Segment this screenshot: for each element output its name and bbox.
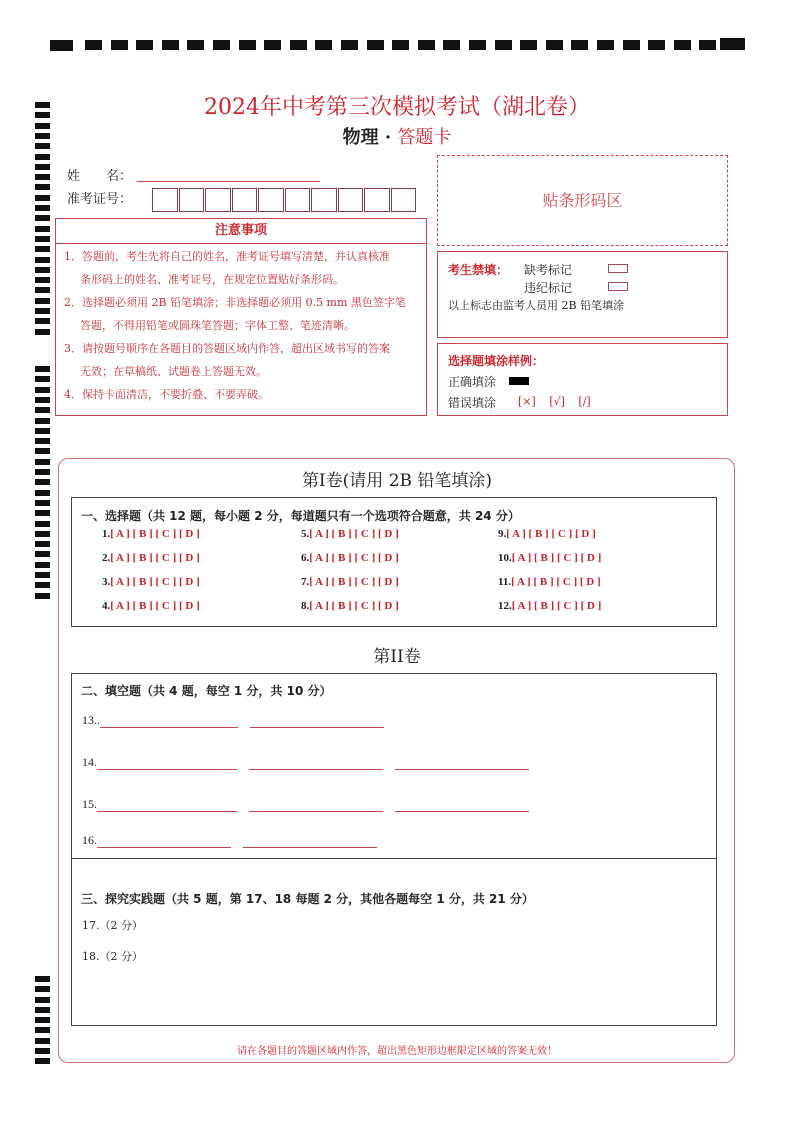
timing-mark xyxy=(35,329,50,335)
part2-title: 第II卷 xyxy=(373,647,421,667)
sample-label: 选择题填涂样例： xyxy=(448,354,545,368)
timing-mark xyxy=(35,154,50,160)
card-label: 答题卡 xyxy=(397,127,452,148)
timing-mark xyxy=(187,40,204,50)
timing-mark xyxy=(35,521,50,527)
name-input[interactable] xyxy=(137,181,320,182)
answer-blank[interactable] xyxy=(97,757,237,770)
answer-options: [ A ] [ B ] [ C ] [ D ] xyxy=(309,600,399,612)
choice-question-1[interactable]: 1.[ A ] [ B ] [ C ] [ D ] xyxy=(102,528,200,540)
footer-warning: 请在各题目的答题区域内作答，超出黑色矩形边框限定区域的答案无效！ xyxy=(237,1046,557,1057)
timing-mark xyxy=(35,226,50,232)
timing-mark xyxy=(35,376,50,382)
timing-mark xyxy=(239,40,256,50)
timing-mark xyxy=(418,40,435,50)
timing-mark xyxy=(35,1017,50,1023)
timing-mark xyxy=(597,40,614,50)
answer-options: [ A ] [ B ] [ C ] [ D ] xyxy=(511,552,602,564)
question-13: 13.. xyxy=(82,713,396,728)
note-item: 2．选择题必须用 2B 铅笔填涂；非选择题必须用 0.5 mm 黑色签字笔 xyxy=(64,296,406,309)
notes-box xyxy=(55,218,427,416)
timing-mark xyxy=(35,308,50,314)
timing-mark xyxy=(35,174,50,180)
timing-mark xyxy=(35,246,50,252)
id-digit-box[interactable] xyxy=(152,188,178,212)
absent-checkbox[interactable] xyxy=(608,264,628,273)
answer-blank[interactable] xyxy=(100,715,238,728)
answer-blank[interactable] xyxy=(249,799,383,812)
subtitle xyxy=(0,123,794,149)
choice-question-3[interactable]: 3.[ A ] [ B ] [ C ] [ D ] xyxy=(102,576,200,588)
timing-mark xyxy=(546,40,563,50)
answer-options: [ A ] [ B ] [ C ] [ D ] xyxy=(110,552,200,564)
timing-mark xyxy=(35,1027,50,1033)
id-digit-box[interactable] xyxy=(364,188,390,212)
wrong-marks: [×] [√] [/] xyxy=(518,395,591,408)
choice-question-4[interactable]: 4.[ A ] [ B ] [ C ] [ D ] xyxy=(102,600,200,612)
timing-mark xyxy=(35,459,50,465)
timing-mark xyxy=(85,40,102,50)
choice-question-7[interactable]: 7.[ A ] [ B ] [ C ] [ D ] xyxy=(301,576,399,588)
id-label: 准考证号： xyxy=(67,192,133,207)
id-digit-box[interactable] xyxy=(338,188,364,212)
question-17: 17.（2 分） xyxy=(82,919,143,932)
choice-question-10[interactable]: 10.[ A ] [ B ] [ C ] [ D ] xyxy=(498,552,602,564)
note-item: 答题，不得用铅笔或圆珠笔答题；字体工整、笔迹清晰。 xyxy=(80,319,355,332)
timing-mark xyxy=(674,40,691,50)
filled-mark xyxy=(509,377,529,385)
question-18: 18.（2 分） xyxy=(82,950,143,963)
timing-mark xyxy=(35,418,50,424)
timing-mark xyxy=(35,164,50,170)
timing-mark xyxy=(495,40,512,50)
timing-mark xyxy=(367,40,384,50)
forbidden-box xyxy=(437,251,728,338)
timing-mark xyxy=(341,40,358,50)
timing-mark xyxy=(35,407,50,413)
part1-title: 第Ⅰ卷(请用 2B 铅笔填涂) xyxy=(301,471,493,491)
choice-section-title: 一、选择题（共 12 题，每小题 2 分，每道题只有一个选项符合题意，共 24 分） xyxy=(81,509,520,523)
answer-blank[interactable] xyxy=(250,715,384,728)
note-item: 条形码上的姓名、准考证号，在规定位置贴好条形码。 xyxy=(80,273,344,286)
answer-blank[interactable] xyxy=(243,835,377,848)
timing-mark xyxy=(35,562,50,568)
timing-mark xyxy=(35,572,50,578)
answer-blank[interactable] xyxy=(395,757,529,770)
forbidden-label: 考生禁填： xyxy=(448,263,509,277)
timing-mark xyxy=(720,38,745,50)
name-label: 姓 名： xyxy=(67,169,133,184)
timing-mark xyxy=(392,40,409,50)
subject: 物理 · xyxy=(342,127,398,148)
timing-mark xyxy=(35,236,50,242)
notes-header: 注意事项 xyxy=(56,219,426,244)
id-digit-box[interactable] xyxy=(258,188,284,212)
answer-options: [ A ] [ B ] [ C ] [ D ] xyxy=(110,600,200,612)
explore-box[interactable] xyxy=(71,858,717,1026)
timing-mark xyxy=(35,387,50,393)
timing-mark xyxy=(35,997,50,1003)
fill-section-title: 二、填空题（共 4 题，每空 1 分，共 10 分） xyxy=(81,684,332,698)
answer-options: [ A ] [ B ] [ C ] [ D ] xyxy=(511,600,602,612)
timing-mark xyxy=(50,40,73,51)
barcode-label: 贴条形码区 xyxy=(542,191,623,210)
correct-label: 正确填涂 xyxy=(448,375,497,389)
timing-mark xyxy=(315,40,332,50)
timing-mark xyxy=(35,215,50,221)
timing-mark xyxy=(35,184,50,190)
choice-question-2[interactable]: 2.[ A ] [ B ] [ C ] [ D ] xyxy=(102,552,200,564)
choice-question-9[interactable]: 9.[ A ] [ B ] [ C ] [ D ] xyxy=(498,528,596,540)
timing-mark xyxy=(35,510,50,516)
id-boxes[interactable] xyxy=(152,188,416,212)
id-digit-box[interactable] xyxy=(205,188,231,212)
id-digit-box[interactable] xyxy=(311,188,337,212)
id-digit-box[interactable] xyxy=(232,188,258,212)
timing-mark xyxy=(35,531,50,537)
timing-mark xyxy=(35,976,50,982)
page-title: 2024年中考第三次模拟考试（湖北卷） xyxy=(204,95,590,120)
timing-mark xyxy=(571,40,588,50)
timing-mark xyxy=(35,438,50,444)
answer-options: [ A ] [ B ] [ C ] [ D ] xyxy=(110,528,200,540)
choice-question-11[interactable]: 11.[ A ] [ B ] [ C ] [ D ] xyxy=(498,576,601,588)
timing-mark xyxy=(290,40,307,50)
timing-mark xyxy=(35,298,50,304)
answer-options: [ A ] [ B ] [ C ] [ D ] xyxy=(309,552,399,564)
question-16: 16. xyxy=(82,833,389,848)
note-item: 3．请按题号顺序在各题目的答题区域内作答，超出区域书写的答案 xyxy=(64,342,390,355)
timing-mark xyxy=(648,40,665,50)
choice-question-8[interactable]: 8.[ A ] [ B ] [ C ] [ D ] xyxy=(301,600,399,612)
timing-mark xyxy=(136,40,153,50)
answer-blank[interactable] xyxy=(249,757,383,770)
question-15: 15. xyxy=(82,797,541,812)
note-item: 1．答题前，考生先将自己的姓名，准考证号填写清楚，并认真核准 xyxy=(64,250,390,263)
notes-list xyxy=(56,244,426,406)
timing-mark xyxy=(35,287,50,293)
timing-mark xyxy=(35,318,50,324)
timing-mark xyxy=(623,40,640,50)
timing-mark xyxy=(35,428,50,434)
choice-question-6[interactable]: 6.[ A ] [ B ] [ C ] [ D ] xyxy=(301,552,399,564)
timing-mark xyxy=(35,1058,50,1064)
answer-blank[interactable] xyxy=(97,799,237,812)
timing-mark xyxy=(35,1007,50,1013)
timing-mark xyxy=(35,593,50,599)
timing-mark xyxy=(35,986,50,992)
timing-mark xyxy=(443,40,460,50)
id-digit-box[interactable] xyxy=(391,188,417,212)
timing-mark xyxy=(469,40,486,50)
violation-label: 违纪标记 xyxy=(524,281,573,295)
timing-mark xyxy=(213,40,230,50)
timing-mark xyxy=(35,205,50,211)
answer-options: [ A ] [ B ] [ C ] [ D ] xyxy=(506,528,596,540)
note-item: 无效；在草稿纸、试题卷上答题无效。 xyxy=(80,365,267,378)
timing-mark xyxy=(35,195,50,201)
timing-mark xyxy=(699,40,716,50)
timing-mark xyxy=(35,500,50,506)
answer-options: [ A ] [ B ] [ C ] [ D ] xyxy=(309,576,399,588)
choice-question-12[interactable]: 12.[ A ] [ B ] [ C ] [ D ] xyxy=(498,600,602,612)
violation-checkbox[interactable] xyxy=(608,282,628,291)
wrong-label: 错误填涂 xyxy=(448,396,497,410)
timing-mark xyxy=(35,257,50,263)
timing-mark xyxy=(35,582,50,588)
note-item: 4．保持卡面清洁，不要折叠、不要弄破。 xyxy=(64,388,269,401)
absent-label: 缺考标记 xyxy=(524,263,573,277)
timing-mark xyxy=(35,448,50,454)
answer-options: [ A ] [ B ] [ C ] [ D ] xyxy=(511,576,601,588)
timing-mark xyxy=(35,551,50,557)
answer-blank[interactable] xyxy=(395,799,529,812)
timing-mark xyxy=(35,267,50,273)
id-digit-box[interactable] xyxy=(285,188,311,212)
forbidden-note: 以上标志由监考人员用 2B 铅笔填涂 xyxy=(448,299,625,312)
timing-mark xyxy=(520,40,537,50)
sample-box xyxy=(437,343,728,416)
timing-mark xyxy=(264,40,281,50)
answer-blank[interactable] xyxy=(97,835,231,848)
choice-question-5[interactable]: 5.[ A ] [ B ] [ C ] [ D ] xyxy=(301,528,399,540)
answer-options: [ A ] [ B ] [ C ] [ D ] xyxy=(309,528,399,540)
question-14: 14. xyxy=(82,755,541,770)
id-digit-box[interactable] xyxy=(179,188,205,212)
answer-options: [ A ] [ B ] [ C ] [ D ] xyxy=(110,576,200,588)
timing-mark xyxy=(35,541,50,547)
explore-section-title: 三、探究实践题（共 5 题，第 17、18 每题 2 分，其他各题每空 1 分，共 21 分） xyxy=(81,892,534,906)
timing-mark xyxy=(35,397,50,403)
timing-mark xyxy=(111,40,128,50)
timing-mark xyxy=(35,277,50,283)
timing-mark xyxy=(162,40,179,50)
barcode-area xyxy=(437,155,728,246)
timing-mark xyxy=(35,366,50,372)
